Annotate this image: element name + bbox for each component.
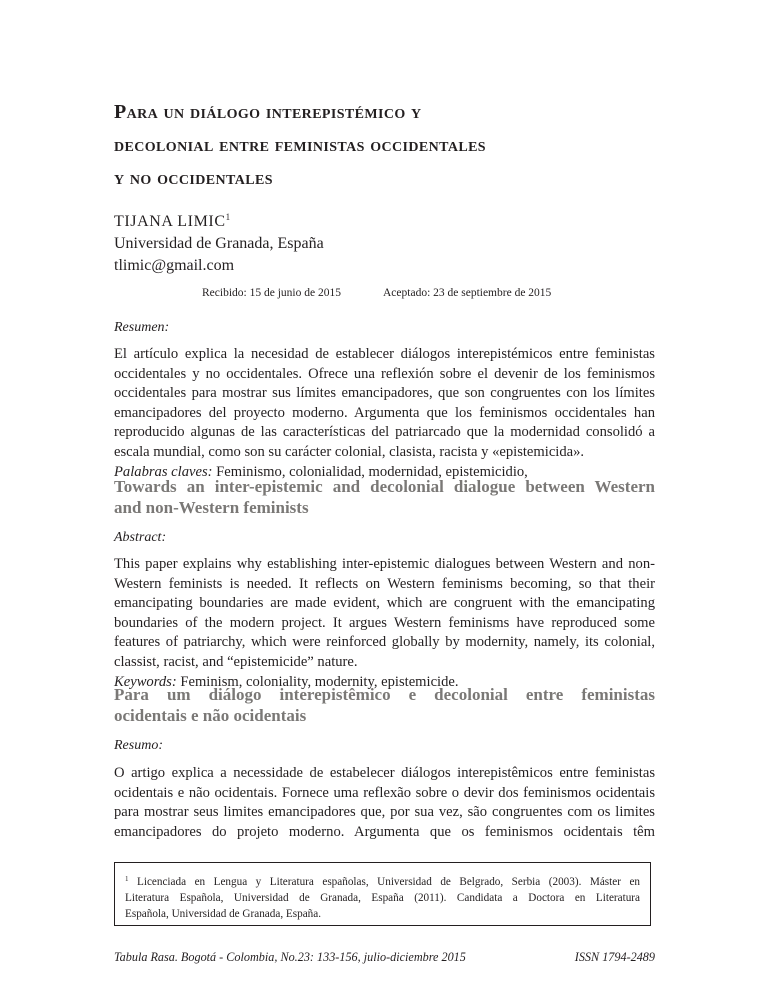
resumen-label: Resumen: [114,320,170,335]
keywords-text: Feminism, coloniality, modernity, epistemicide. [176,673,459,690]
footnote-mark: 1 [225,212,231,222]
text-line: para mostrar seus limites emancipadores que, por sua vez, são congruentes com os limites [114,804,655,821]
accepted-date: Aceptado: 23 de septiembre de 2015 [383,287,552,299]
footnote [114,862,651,926]
keywords-text: Feminismo, colonialidad, modernidad, epistemicidio, [212,463,528,480]
abstract-label: Abstract: [114,530,167,545]
resumen-paragraph [114,345,655,482]
title-line: Para un diálogo interepistémico y [114,101,422,123]
title-line: and non-Western feminists [114,498,309,517]
text-line: El artículo explica la necesidad de establecer diálogos interepistémicos entre feministas [114,346,655,362]
journal-citation: Tabula Rasa. Bogotá - Colombia, No.23: 133-156, julio-diciembre 2015 [114,950,466,964]
article-page [114,0,655,994]
text-line: emancipadores do projeto moderno. Argumenta que os feminismos ocidentais têm [114,823,655,840]
resumo-label: Resumo: [114,738,163,753]
title-line: Para um diálogo interepistêmico e decolonial entre feministas [114,685,655,704]
received-date: Recibido: 15 de junio de 2015 [202,287,341,299]
keywords-label: Palabras claves: [114,463,213,480]
text-line: boundaries of the modern project. It argues Western feminisms have reproduced some [114,614,655,631]
footnote-line: Española, Universidad de Granada, España. [125,908,322,920]
text-line: emancipadores del proyecto moderno. Argumenta que los feminismos occidentales han [114,404,655,421]
text-line: O artigo explica a necessidade de estabelecer diálogos interepistêmicos entre feministas [114,765,655,781]
text-line: escala mundial, como son su carácter colonial, clasista, racista y «epistemicida». [114,443,585,460]
article-title [114,96,655,195]
text-line: This paper explains why establishing inter-epistemic dialogues between Western and non- [114,556,655,572]
footnote-number: 1 [125,875,129,883]
text-line: occidentales para mostrar sus límites emancipadores, que son congruentes con los límites [114,385,655,402]
author-block [114,206,324,277]
abstract-paragraph [114,555,655,692]
title-line: y no occidentales [114,167,273,189]
english-title [114,476,655,518]
author-affiliation: Universidad de Granada, España [114,235,324,252]
portuguese-title [114,684,655,726]
author-name: TIJANA LIMIC$^1$ [114,212,231,230]
title-line: decolonial entre feministas occidentales [114,134,486,156]
text-line: classist, racist, and “epistemicide” nature. [114,653,358,670]
keywords-label: Keywords: [114,673,177,690]
text-line: Western feminists is needed. It reflects on Western feminisms becoming, so that their [114,575,655,592]
title-line: Towards an inter-epistemic and decolonial dialogue between Western [114,477,655,496]
resumo-paragraph [114,764,655,842]
author-email: tlimic@gmail.com [114,257,235,274]
text-line: ocidentais e não ocidentais. Fornece uma reflexão sobre o devir dos feminismos ocidentais [114,784,655,801]
footnote-line: $^1$ Licenciada en Lengua y Literatura españolas, Universidad de Belgrado, Serbia (2003). Máster en [125,875,641,888]
text-line: emancipating boundaries are made evident, which are congruent with the emancipating [114,595,655,612]
issn: ISSN 1794-2489 [574,950,655,964]
text-line: reproducido algunas de las características del patriarcado que la modernidad consolidó a [114,424,655,441]
text-line: features of patriarchy, which were reinforced globally by modernity, namely, its colonial, [114,634,655,651]
footnote-line: Literatura Española, Universidad de Granada, España (2011). Candidata a Doctora en Literatura [125,892,640,904]
text-line: occidentales y no occidentales. Ofrece una reflexión sobre el devenir de los feminismos [114,365,655,382]
title-line: ocidentais e não ocidentais [114,706,307,725]
